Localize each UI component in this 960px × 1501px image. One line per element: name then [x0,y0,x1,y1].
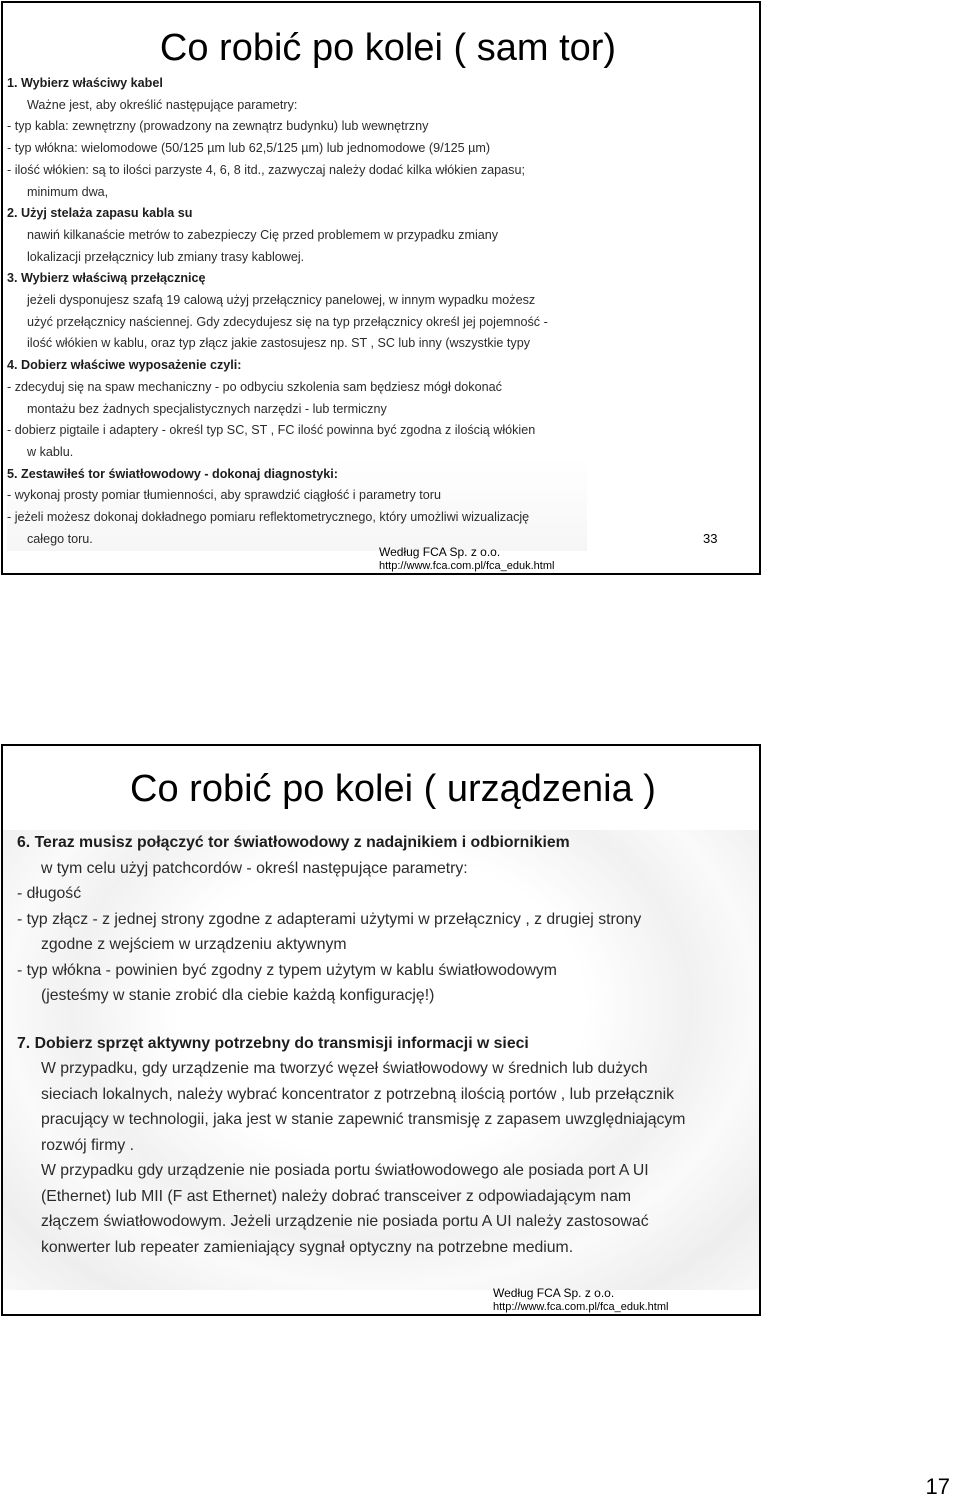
slide-title: Co robić po kolei ( urządzenia ) [130,768,656,810]
text-line: całego toru. [27,531,93,546]
credit-author: Według FCA Sp. z o.o. [379,545,501,559]
scanned-text-image [7,73,587,551]
credit-url: http://www.fca.com.pl/fca_eduk.html [493,1301,669,1313]
text-line: - długość [17,885,82,902]
text-line: - wykonaj prosty pomiar tłumienności, aby sprawdzić ciągłość i parametry toru [7,488,441,503]
credit-url: http://www.fca.com.pl/fca_eduk.html [379,560,555,572]
text-line: - typ kabla: zewnętrzny (prowadzony na zewnątrz budynku) lub wewnętrzny [7,119,429,134]
text-line: - typ włókna - powinien być zgodny z typem użytym w kablu światłowodowym [17,961,557,979]
section-heading: 4. Dobierz właściwe wyposażenie czyli: [7,358,242,373]
text-line: (Ethernet) lub MII (F ast Ethernet) należy dobrać transceiver z odpowiadającym nam [41,1187,632,1205]
credit-author: Według FCA Sp. z o.o. [493,1286,615,1300]
section-heading: 7. Dobierz sprzęt aktywny potrzebny do transmisji informacji w sieci [17,1034,529,1052]
text-line: - typ włókna: wielomodowe (50/125 µm lub 62,5/125 µm) lub jednomodowe (9/125 µm) [7,141,491,156]
text-line: użyć przełącznicy naściennej. Gdy zdecydujesz się na typ przełącznicy określ jej pojemność - [27,314,548,329]
text-line: pracujący w technologii, jaka jest w stanie zapewnić transmisję z zapasem uwzględniającym [41,1111,686,1128]
text-line: złączem światłowodowym. Jeżeli urządzenie nie posiada portu A UI należy zastosować [41,1213,649,1230]
section-heading: 5. Zestawiłeś tor światłowodowy - dokonaj diagnostyki: [7,466,338,481]
section-heading: 2. Użyj stelaża zapasu kabla su [7,206,193,221]
source-credit [493,1286,668,1314]
text-line: rozwój firmy . [41,1136,135,1154]
section-heading: 3. Wybierz właściwą przełącznicę [7,271,206,286]
text-line: - zdecyduj się na spaw mechaniczny - po odbyciu szkolenia sam będziesz mógł dokonać [7,379,502,394]
section-heading: 1. Wybierz właściwy kabel [7,76,163,90]
text-line: (jesteśmy w stanie zrobić dla ciebie każdą konfigurację!) [41,987,435,1004]
slide-number: 33 [703,531,718,546]
scanned-text-image [3,830,759,1290]
page-number: 17 [925,1474,950,1499]
text-line: nawiń kilkanaście metrów to zabezpieczy Cię przed problemem w przypadku zmiany [27,227,499,242]
text-line: ilość włókien w kablu, oraz typ złącz jakie zastosujesz np. ST , SC lub inny (wszystkie typy [27,336,531,351]
text-line: konwerter lub repeater zamieniający sygnał optyczny na potrzebne medium. [41,1238,574,1256]
text-line: montażu bez żadnych specjalistycznych narzędzi - lub termiczny [27,401,387,416]
text-line: W przypadku, gdy urządzenie ma tworzyć węzeł światłowodowy w średnich lub dużych [41,1060,648,1077]
text-line: - jeżeli możesz dokonaj dokładnego pomiaru reflektometrycznego, który umożliwi wizualizację [7,510,530,525]
text-line: zgodne z wejściem w urządzeniu aktywnym [41,936,347,953]
text-line: w tym celu użyj patchcordów - określ następujące parametry: [41,859,468,877]
text-line: lokalizacji przełącznicy lub zmiany trasy kablowej. [27,249,305,264]
spacer [3,1009,759,1031]
text-line: - dobierz pigtaile i adaptery - określ typ SC, ST , FC ilość powinna być zgodna z ilością włókien [7,423,536,438]
slide-title: Co robić po kolei ( sam tor) [159,27,617,69]
text-line: - ilość włókien: są to ilości parzyste 4, 6, 8 itd., zazwyczaj należy dodać kilka włókien zapasu; [7,162,525,177]
text-line: jeżeli dysponujesz szafą 19 calową użyj przełącznicy panelowej, w innym wypadku możesz [27,293,536,308]
slide-34 [1,744,761,1316]
text-line: sieciach lokalnych, należy wybrać koncentrator z potrzebną ilością portów , lub przełącznik [41,1085,675,1103]
source-credit [379,545,554,573]
text-line: w kablu. [27,444,74,459]
text-line: Ważne jest, aby określić następujące parametry: [27,97,298,112]
text-line: minimum dwa, [27,184,109,199]
text-line: W przypadku gdy urządzenie nie posiada portu światłowodowego ale posiada port A UI [41,1162,649,1179]
slide-33 [1,1,761,575]
section-heading: 6. Teraz musisz połączyć tor światłowodowy z nadajnikiem i odbiornikiem [17,834,570,851]
text-line: - typ złącz - z jednej strony zgodne z adapterami użytymi w przełącznicy , z drugiej strony [17,910,642,928]
